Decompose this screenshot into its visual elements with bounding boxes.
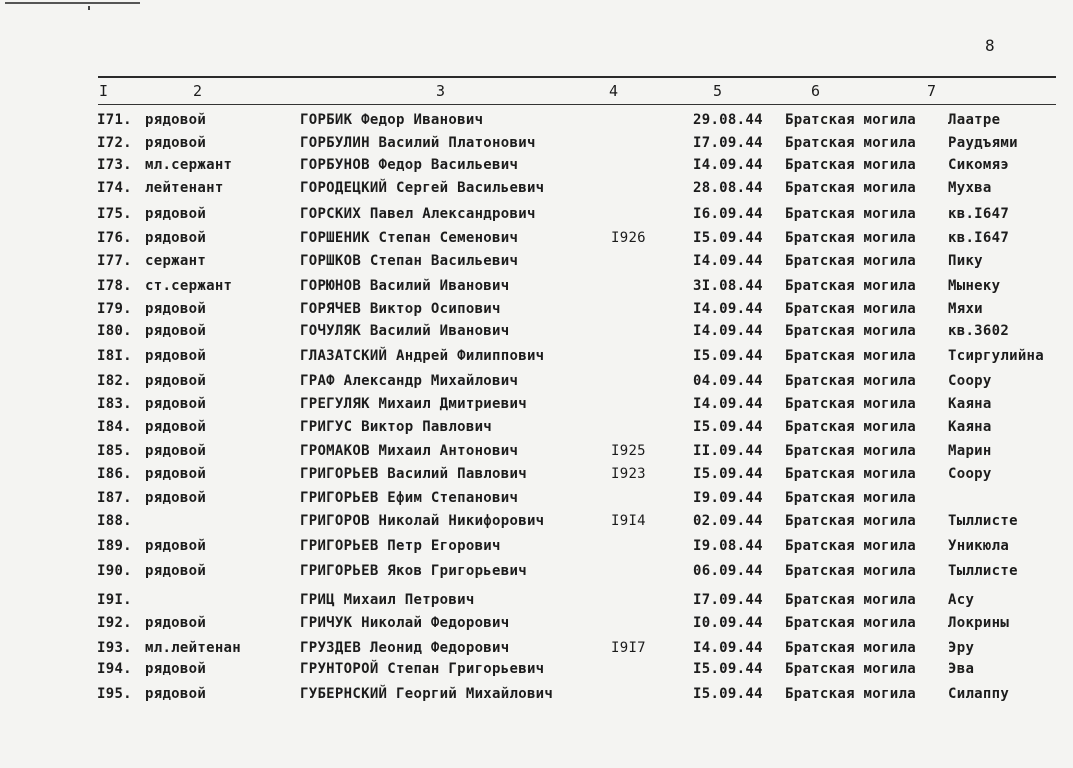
record-name: ГЛАЗАТСКИЙ Андрей Филиппович: [300, 348, 545, 364]
table-row: [0, 563, 1073, 585]
record-death-date: I5.09.44: [693, 230, 763, 246]
record-burial-type: Братская могила: [785, 592, 916, 608]
record-name: ГРОМАКОВ Михаил Антонович: [300, 443, 519, 459]
record-death-date: I4.09.44: [693, 253, 763, 269]
record-burial-place: Мухва: [948, 180, 992, 196]
table-row: [0, 112, 1073, 134]
column-header-2: 2: [193, 82, 203, 100]
record-number: I83.: [97, 396, 132, 412]
record-number: I94.: [97, 661, 132, 677]
record-name: ГРИГОРЬЕВ Яков Григорьевич: [300, 563, 527, 579]
record-burial-type: Братская могила: [785, 490, 916, 506]
record-burial-place: Сикомяэ: [948, 157, 1010, 173]
record-number: I76.: [97, 230, 132, 246]
record-death-date: I9.09.44: [693, 490, 763, 506]
record-number: I78.: [97, 278, 132, 294]
record-burial-type: Братская могила: [785, 396, 916, 412]
record-name: ГРУЗДЕВ Леонид Федорович: [300, 640, 510, 656]
record-rank: мл.сержант: [145, 157, 233, 173]
record-death-date: 3I.08.44: [693, 278, 763, 294]
record-name: ГОРЯЧЕВ Виктор Осипович: [300, 301, 501, 317]
record-burial-type: Братская могила: [785, 615, 916, 631]
record-name: ГОРСКИХ Павел Александрович: [300, 206, 536, 222]
record-death-date: I7.09.44: [693, 592, 763, 608]
table-row: [0, 640, 1073, 662]
record-death-date: I4.09.44: [693, 323, 763, 339]
record-number: I72.: [97, 135, 132, 151]
record-name: ГРЕГУЛЯК Михаил Дмитриевич: [300, 396, 527, 412]
record-burial-type: Братская могила: [785, 443, 916, 459]
record-name: ГРИГУС Виктор Павлович: [300, 419, 493, 435]
record-burial-place: Каяна: [948, 419, 992, 435]
record-burial-type: Братская могила: [785, 206, 916, 222]
record-name: ГРИГОРЬЕВ Ефим Степанович: [300, 490, 519, 506]
record-rank: рядовой: [145, 323, 207, 339]
record-name: ГОРБИК Федор Иванович: [300, 112, 484, 128]
table-row: [0, 230, 1073, 252]
record-burial-place: Уникюла: [948, 538, 1010, 554]
table-row: [0, 419, 1073, 441]
table-row: [0, 135, 1073, 157]
record-number: I84.: [97, 419, 132, 435]
record-number: I92.: [97, 615, 132, 631]
record-name: ГОРШКОВ Степан Васильевич: [300, 253, 519, 269]
table-row: [0, 323, 1073, 345]
record-name: ГОРБУНОВ Федор Васильевич: [300, 157, 519, 173]
table-row: [0, 513, 1073, 535]
record-burial-type: Братская могила: [785, 180, 916, 196]
record-burial-place: Эва: [948, 661, 975, 677]
record-death-date: 28.08.44: [693, 180, 763, 196]
record-burial-place: Каяна: [948, 396, 992, 412]
record-rank: рядовой: [145, 230, 207, 246]
record-burial-type: Братская могила: [785, 373, 916, 389]
record-death-date: I4.09.44: [693, 157, 763, 173]
record-name: ГОРШЕНИК Степан Семенович: [300, 230, 519, 246]
column-header-7: 7: [927, 82, 937, 100]
table-row: [0, 157, 1073, 179]
record-number: I9I.: [97, 592, 132, 608]
record-burial-place: Тсиргулийна: [948, 348, 1045, 364]
record-rank: рядовой: [145, 686, 207, 702]
record-burial-type: Братская могила: [785, 135, 916, 151]
record-number: I75.: [97, 206, 132, 222]
table-row: [0, 206, 1073, 228]
record-burial-type: Братская могила: [785, 419, 916, 435]
record-number: I87.: [97, 490, 132, 506]
table-row: [0, 301, 1073, 323]
record-burial-type: Братская могила: [785, 253, 916, 269]
record-death-date: 04.09.44: [693, 373, 763, 389]
record-burial-type: Братская могила: [785, 513, 916, 529]
record-name: ГУБЕРНСКИЙ Георгий Михайлович: [300, 686, 554, 702]
record-rank: рядовой: [145, 348, 207, 364]
record-rank: рядовой: [145, 396, 207, 412]
table-row: [0, 686, 1073, 708]
record-rank: рядовой: [145, 135, 207, 151]
record-burial-place: Мяхи: [948, 301, 983, 317]
record-number: I85.: [97, 443, 132, 459]
table-row: [0, 373, 1073, 395]
record-rank: рядовой: [145, 661, 207, 677]
record-name: ГРИГОРОВ Николай Никифорович: [300, 513, 545, 529]
record-birth-year: I926: [611, 230, 646, 246]
record-rank: рядовой: [145, 615, 207, 631]
column-header-1: I: [99, 82, 109, 100]
record-rank: рядовой: [145, 538, 207, 554]
record-burial-type: Братская могила: [785, 112, 916, 128]
record-number: I71.: [97, 112, 132, 128]
table-row: [0, 396, 1073, 418]
record-burial-type: Братская могила: [785, 157, 916, 173]
record-number: I80.: [97, 323, 132, 339]
column-header-4: 4: [609, 82, 619, 100]
record-burial-place: кв.I647: [948, 206, 1010, 222]
page-number: 8: [985, 36, 995, 55]
record-death-date: 06.09.44: [693, 563, 763, 579]
record-burial-type: Братская могила: [785, 686, 916, 702]
record-rank: рядовой: [145, 490, 207, 506]
record-burial-type: Братская могила: [785, 323, 916, 339]
record-number: I73.: [97, 157, 132, 173]
record-number: I82.: [97, 373, 132, 389]
record-rank: мл.лейтенан: [145, 640, 242, 656]
record-name: ГРИЧУК Николай Федорович: [300, 615, 510, 631]
column-header-6: 6: [811, 82, 821, 100]
record-burial-place: Соору: [948, 466, 992, 482]
table-row: [0, 466, 1073, 488]
record-number: I74.: [97, 180, 132, 196]
record-rank: рядовой: [145, 112, 207, 128]
record-name: ГОРЮНОВ Василий Иванович: [300, 278, 510, 294]
record-burial-type: Братская могила: [785, 640, 916, 656]
record-number: I77.: [97, 253, 132, 269]
record-burial-type: Братская могила: [785, 661, 916, 677]
record-death-date: I5.09.44: [693, 348, 763, 364]
record-birth-year: I923: [611, 466, 646, 482]
record-burial-type: Братская могила: [785, 563, 916, 579]
table-row: [0, 278, 1073, 300]
table-row: [0, 490, 1073, 512]
record-name: ГРИГОРЬЕВ Василий Павлович: [300, 466, 527, 482]
record-death-date: I0.09.44: [693, 615, 763, 631]
record-death-date: II.09.44: [693, 443, 763, 459]
record-death-date: 02.09.44: [693, 513, 763, 529]
table-row: [0, 348, 1073, 370]
record-number: I88.: [97, 513, 132, 529]
record-death-date: I9.08.44: [693, 538, 763, 554]
table-row: [0, 661, 1073, 683]
record-death-date: I5.09.44: [693, 466, 763, 482]
record-burial-type: Братская могила: [785, 230, 916, 246]
scan-edge-mark: [5, 2, 140, 4]
record-burial-place: Асу: [948, 592, 975, 608]
record-burial-place: Эру: [948, 640, 975, 656]
record-rank: рядовой: [145, 466, 207, 482]
record-burial-type: Братская могила: [785, 278, 916, 294]
record-burial-place: кв.I647: [948, 230, 1010, 246]
record-birth-year: I9I7: [611, 640, 646, 656]
record-burial-place: Раудъями: [948, 135, 1018, 151]
record-death-date: 29.08.44: [693, 112, 763, 128]
record-number: I86.: [97, 466, 132, 482]
record-burial-place: Соору: [948, 373, 992, 389]
record-burial-place: Тыллисте: [948, 513, 1018, 529]
record-burial-place: Локрины: [948, 615, 1010, 631]
record-burial-place: Силаппу: [948, 686, 1010, 702]
record-birth-year: I9I4: [611, 513, 646, 529]
record-death-date: I4.09.44: [693, 301, 763, 317]
record-death-date: I5.09.44: [693, 686, 763, 702]
record-death-date: I5.09.44: [693, 419, 763, 435]
table-row: [0, 443, 1073, 465]
record-name: ГОРОДЕЦКИЙ Сергей Васильевич: [300, 180, 545, 196]
record-burial-place: кв.3602: [948, 323, 1010, 339]
record-burial-place: Пику: [948, 253, 983, 269]
record-birth-year: I925: [611, 443, 646, 459]
table-row: [0, 253, 1073, 275]
record-burial-type: Братская могила: [785, 301, 916, 317]
record-number: I79.: [97, 301, 132, 317]
record-rank: ст.сержант: [145, 278, 233, 294]
record-name: ГРИЦ Михаил Петрович: [300, 592, 475, 608]
record-rank: рядовой: [145, 206, 207, 222]
record-number: I95.: [97, 686, 132, 702]
table-row: [0, 180, 1073, 202]
record-burial-type: Братская могила: [785, 538, 916, 554]
record-burial-type: Братская могила: [785, 348, 916, 364]
record-number: I90.: [97, 563, 132, 579]
header-rule-bottom: [98, 104, 1056, 105]
scan-dot: [88, 6, 90, 10]
record-name: ГРАФ Александр Михайлович: [300, 373, 519, 389]
record-burial-place: Мынеку: [948, 278, 1001, 294]
record-rank: рядовой: [145, 373, 207, 389]
record-rank: рядовой: [145, 301, 207, 317]
record-burial-place: Лаатре: [948, 112, 1001, 128]
record-name: ГРУНТОРОЙ Степан Григорьевич: [300, 661, 545, 677]
record-name: ГОЧУЛЯК Василий Иванович: [300, 323, 510, 339]
table-row: [0, 592, 1073, 614]
record-name: ГРИГОРЬЕВ Петр Егорович: [300, 538, 501, 554]
record-number: I93.: [97, 640, 132, 656]
record-rank: рядовой: [145, 443, 207, 459]
record-number: I89.: [97, 538, 132, 554]
record-death-date: I4.09.44: [693, 640, 763, 656]
table-row: [0, 615, 1073, 637]
record-burial-type: Братская могила: [785, 466, 916, 482]
record-death-date: I5.09.44: [693, 661, 763, 677]
record-rank: сержант: [145, 253, 207, 269]
record-number: I8I.: [97, 348, 132, 364]
record-rank: рядовой: [145, 563, 207, 579]
record-burial-place: Марин: [948, 443, 992, 459]
record-burial-place: Тыллисте: [948, 563, 1018, 579]
record-death-date: I6.09.44: [693, 206, 763, 222]
column-header-5: 5: [713, 82, 723, 100]
record-rank: лейтенант: [145, 180, 224, 196]
column-header-3: 3: [436, 82, 446, 100]
record-death-date: I4.09.44: [693, 396, 763, 412]
record-rank: рядовой: [145, 419, 207, 435]
record-name: ГОРБУЛИН Василий Платонович: [300, 135, 536, 151]
table-row: [0, 538, 1073, 560]
header-rule-top: [98, 76, 1056, 78]
record-death-date: I7.09.44: [693, 135, 763, 151]
